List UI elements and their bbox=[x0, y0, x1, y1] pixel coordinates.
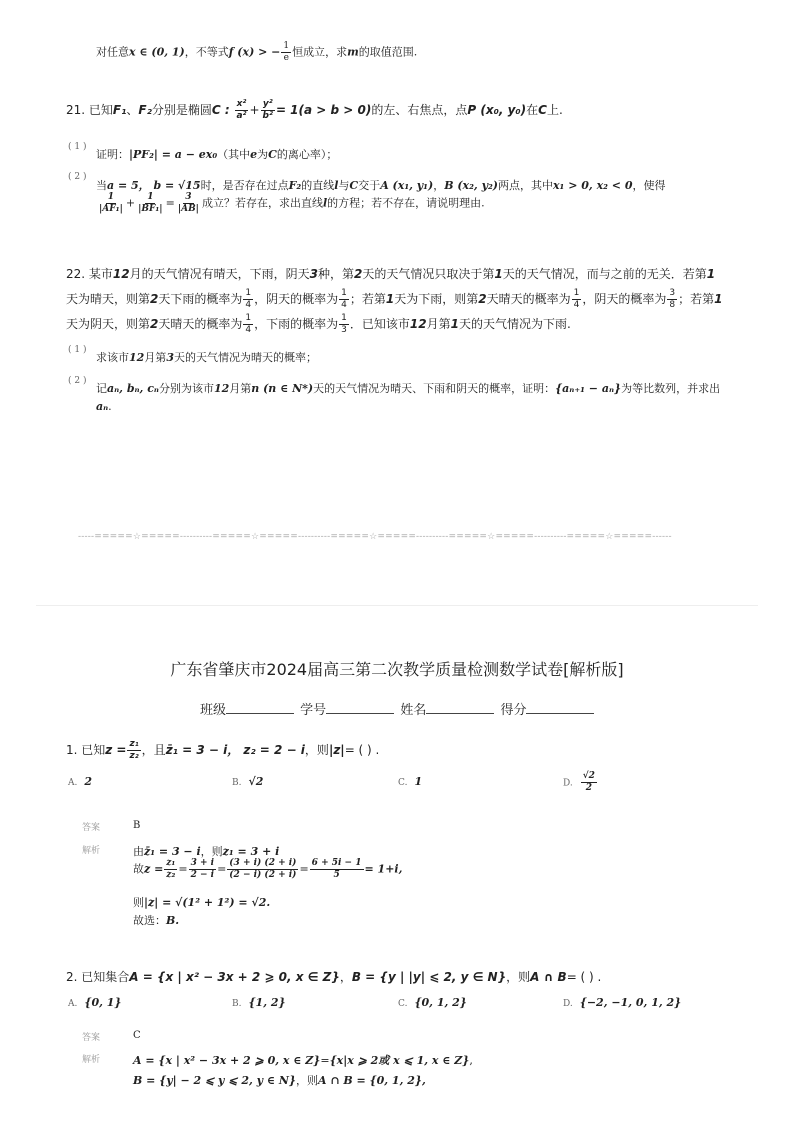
math: l bbox=[322, 196, 328, 210]
section-separator: -----=====☆=====----------=====☆=====----------=====☆=====----------=====☆=====----------=====☆=====------ bbox=[78, 532, 672, 542]
class-blank[interactable] bbox=[226, 701, 294, 714]
page-divider bbox=[36, 605, 758, 606]
q2-option-b[interactable]: B. {1, 2} bbox=[232, 996, 286, 1009]
text: ，不等式 bbox=[184, 45, 229, 59]
class-label: 班级 bbox=[200, 703, 227, 718]
q2-answer: C bbox=[133, 1030, 141, 1041]
q22-part2-line2: aₙ. bbox=[96, 400, 112, 413]
q22-part1-text: 求该市12月第3天的天气情况为晴天的概率； bbox=[96, 351, 317, 364]
q1-option-c[interactable]: C. 1 bbox=[398, 775, 423, 788]
q21-part2-line2 bbox=[96, 193, 485, 214]
text: 成立？若存在，求出直线 bbox=[201, 196, 323, 210]
math: a = 5， b = √15 bbox=[107, 179, 201, 192]
q2-option-c[interactable]: C. {0, 1, 2} bbox=[398, 996, 467, 1009]
q1-analysis-line3: 则|z| = √(1² + 1²) = √2. bbox=[133, 896, 271, 909]
text: 当 bbox=[96, 179, 107, 192]
math: C bbox=[268, 148, 277, 161]
q2-analysis-label: 解析 bbox=[82, 1055, 101, 1065]
q22-stem: 22. 某市12月的天气情况有晴天，下雨，阴天3种，第2天的天气情况只取决于第1天的天气情况，而与之前的无关．若第1天为晴天，则第2天下雨的概率为 $\frac{1}{4}$ ，阴天的概率为 $\frac{1}{4}$ ；若第1天为下雨，则第2天晴天的概率为 $\frac{1}{4}$ ，阴天的概率为 $\frac{3}{8}$ ；若第1天为阴天，则第2天晴天的概率为 $\frac{1}{4}$ ，下雨的概率为 $\frac{1}{3}$ ．已知该市12月第1天的天气情况为下雨. bbox=[66, 267, 723, 335]
text: 21. 已知 bbox=[66, 103, 113, 117]
q1-answer: B bbox=[133, 820, 141, 831]
q21-part1-text bbox=[96, 146, 337, 162]
id-label: 学号 bbox=[300, 703, 327, 718]
text: 两点，其中 bbox=[498, 179, 553, 192]
math: f (x) > − bbox=[228, 45, 281, 59]
name-label: 姓名 bbox=[400, 703, 427, 718]
q1-analysis-line1: 由z̄₁ = 3 − i，则z₁ = 3 + i bbox=[133, 845, 280, 858]
q1-analysis-line4: 故选：B. bbox=[133, 914, 180, 927]
math: x₁ > 0, x₂ < 0 bbox=[553, 179, 633, 192]
score-label: 得分 bbox=[500, 703, 527, 718]
text: 的离心率）； bbox=[276, 148, 338, 161]
math: |PF₂| = a − ex₀ bbox=[129, 148, 218, 161]
math: A (x₁, y₁) bbox=[380, 179, 434, 192]
text: ， bbox=[433, 179, 445, 192]
q1-option-d[interactable]: D. $\frac{√2}{2}$ bbox=[563, 771, 595, 793]
student-info-line bbox=[200, 699, 596, 718]
q22-part2-line1: 记aₙ, bₙ, cₙ分别为该市12月第n (n ∈ N*)天的天气情况为晴天、下雨和阴天的概率，证明：{aₙ₊₁ − aₙ}为等比数列，并求出 bbox=[96, 382, 721, 395]
text: = bbox=[165, 196, 175, 210]
id-blank[interactable] bbox=[326, 701, 394, 714]
q1-option-a[interactable]: A. 2 bbox=[68, 775, 93, 788]
q2-answer-label: 答案 bbox=[82, 1033, 101, 1043]
math: = 1(a > b > 0) bbox=[275, 103, 372, 117]
q21-part2-line1 bbox=[96, 177, 665, 193]
text: 的直线 bbox=[301, 179, 335, 192]
text: 为 bbox=[257, 148, 269, 161]
q2-analysis-line2: B = {y| − 2 ⩽ y ⩽ 2, y ∈ N}，则A ∩ B = {0, 1, 2}, bbox=[133, 1074, 426, 1087]
q2-option-a[interactable]: A. {0, 1} bbox=[68, 996, 122, 1009]
text: （其中 bbox=[217, 148, 251, 161]
fraction: $\frac{1}{e}$ bbox=[283, 41, 290, 63]
math: m bbox=[347, 45, 359, 59]
text: 的取值范围. bbox=[358, 45, 418, 59]
q2-stem: 2. 已知集合A = {x | x² − 3x + 2 ⩾ 0, x ∈ Z}，B = {y | |y| ⩽ 2, y ∈ N}，则A ∩ B= ( ) . bbox=[66, 970, 602, 984]
text: + bbox=[249, 103, 260, 117]
math: P (x₀, y₀) bbox=[467, 103, 527, 117]
math: B (x₂, y₂) bbox=[444, 179, 498, 192]
fraction: $\frac{3}{|AB|}$ bbox=[177, 192, 199, 214]
text: 的方程；若不存在，请说明理由. bbox=[327, 196, 485, 210]
page-title: 广东省肇庆市2024届高三第二次教学质量检测数学试卷[解析版] bbox=[170, 660, 624, 679]
math: C bbox=[349, 179, 359, 192]
q21-part1-number: ( 1 ) bbox=[68, 142, 87, 152]
text: 时，是否存在过点 bbox=[200, 179, 289, 192]
text: 、 bbox=[126, 103, 139, 117]
q1-analysis-line2: 故z = $\frac{\text{z₁}}{\text{z₂}}$ = $\frac{3 + i}{2 - i}$ = $\frac{(3 + i) (2 + i)}{(2 - i) (2 + i)}$ = $\frac{6 + 5i - 1}{5}$ = 1+i, bbox=[133, 858, 403, 880]
math: F₂ bbox=[288, 179, 302, 192]
q22-part2-number: ( 2 ) bbox=[68, 376, 87, 386]
text: 上. bbox=[546, 103, 563, 117]
math: C : bbox=[211, 103, 230, 117]
q22-part1-number: ( 1 ) bbox=[68, 345, 87, 355]
text: 交于 bbox=[358, 179, 381, 192]
q1-answer-label: 答案 bbox=[82, 823, 101, 833]
text: 恒成立，求 bbox=[292, 45, 348, 59]
q20-condition-line bbox=[96, 42, 417, 63]
q1-analysis-label: 解析 bbox=[82, 846, 101, 856]
math: C bbox=[538, 103, 547, 117]
text: ，使得 bbox=[632, 179, 666, 192]
q1-stem: 1. 已知z = $\frac{\text{z₁}}{\text{z₂}}$ ，且z̄₁ = 3 − i， z₂ = 2 − i，则|z|= ( ) . bbox=[66, 739, 380, 761]
text: 的左、右焦点，点 bbox=[371, 103, 468, 117]
math: F₂ bbox=[138, 103, 152, 117]
math: e bbox=[250, 148, 258, 161]
q2-option-d[interactable]: D. {−2, −1, 0, 1, 2} bbox=[563, 996, 682, 1009]
math: x ∈ (0, 1) bbox=[129, 45, 185, 59]
text: 在 bbox=[526, 103, 539, 117]
fraction: $\frac{\text{x²}}{\text{a²}}$ bbox=[236, 99, 247, 121]
name-blank[interactable] bbox=[426, 701, 494, 714]
score-blank[interactable] bbox=[526, 701, 594, 714]
text: 与 bbox=[338, 179, 350, 192]
math: F₁ bbox=[112, 103, 127, 117]
math: l bbox=[334, 179, 339, 192]
text: 证明： bbox=[96, 148, 129, 161]
q21-part2-number: ( 2 ) bbox=[68, 172, 87, 182]
text: 分别是椭圆 bbox=[151, 103, 212, 117]
text: 对任意 bbox=[96, 45, 129, 59]
q21-stem bbox=[66, 100, 563, 121]
fraction: $\frac{\text{y²}}{\text{b²}}$ bbox=[262, 99, 273, 121]
text: + bbox=[125, 196, 136, 210]
q1-option-b[interactable]: B. √2 bbox=[232, 775, 264, 788]
q2-analysis-line1: A = {x | x² − 3x + 2 ⩾ 0, x ∈ Z}={x|x ⩾ 2或 x ⩽ 1, x ∈ Z}, bbox=[133, 1054, 473, 1067]
fraction: $\frac{1}{\text{|BF₁|}}$ bbox=[138, 192, 163, 214]
fraction: $\frac{1}{\text{|AF₁|}}$ bbox=[99, 192, 123, 214]
